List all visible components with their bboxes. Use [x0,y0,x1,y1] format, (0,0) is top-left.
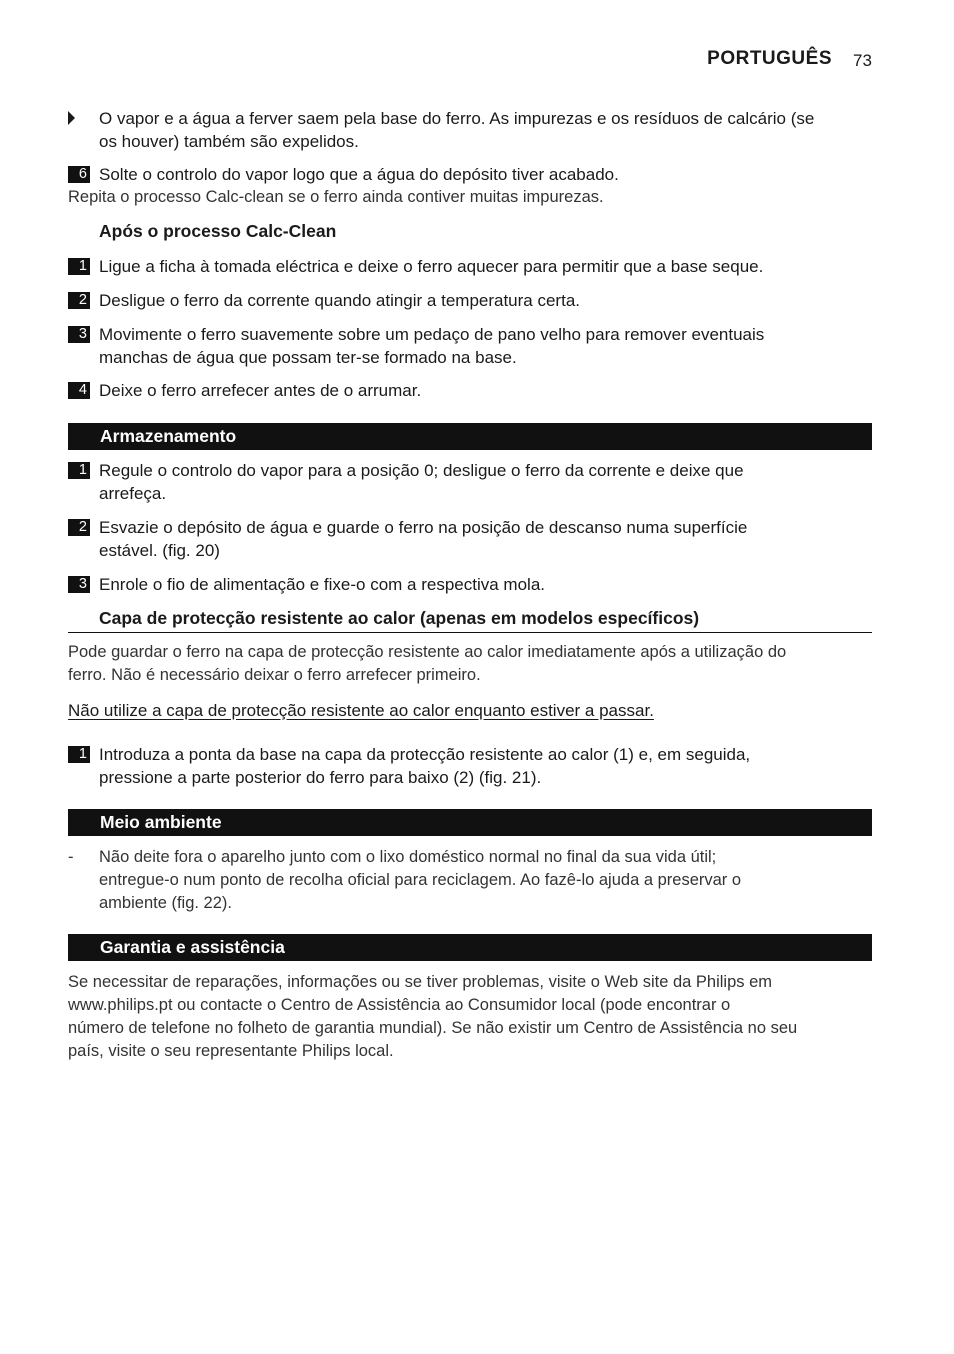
cover-paragraph-line1: Pode guardar o ferro na capa de protecção resistente ao calor imediatamente após a utilização do [68,643,787,661]
warning-text: Não utilize a capa de protecção resistente ao calor enquanto estiver a passar. [68,701,654,720]
step-text: Desligue o ferro da corrente quando atingir a temperatura certa. [99,291,580,310]
environment-text-line1: Não deite fora o aparelho junto com o lixo doméstico normal no final da sua vida útil; [99,848,717,866]
section-bar [68,934,872,961]
warranty-text-line2: www.philips.pt ou contacte o Centro de Assistência ao Consumidor local (pode encontrar o [68,996,731,1014]
cover-paragraph-line2: ferro. Não é necessário deixar o ferro arrefecer primeiro. [68,666,481,684]
step-text: Regule o controlo do vapor para a posição 0; desligue o ferro da corrente e deixe que [99,461,744,480]
section-title: Garantia e assistência [100,937,285,957]
step-text: estável. (fig. 20) [99,541,220,560]
step-text: Movimente o ferro suavemente sobre um pedaço de pano velho para remover eventuais [99,325,765,344]
step-text: Enrole o fio de alimentação e fixe-o com a respectiva mola. [99,575,546,594]
step-text: manchas de água que possam ter-se formado na base. [99,348,517,367]
warranty-text-line3: número de telefone no folheto de garantia mundial). Se não existir um Centro de Assistência no seu [68,1019,798,1037]
step-text: pressione a parte posterior do ferro para baixo (2) (fig. 21). [99,768,542,787]
bullet-text-line2: os houver) também são expelidos. [99,132,359,151]
warranty-text-line1: Se necessitar de reparações, informações ou se tiver problemas, visite o Web site da Philips em [68,973,773,991]
step-number: 3 [68,326,90,343]
warranty-text-line4: país, visite o seu representante Philips local. [68,1042,394,1060]
dash-marker: - [68,848,74,866]
step-text: arrefeça. [99,484,167,503]
environment-text-line3: ambiente (fig. 22). [99,894,232,912]
step-text: Solte o controlo do vapor logo que a água do depósito tiver acabado. [99,165,619,184]
step-text: Ligue a ficha à tomada eléctrica e deixe o ferro aquecer para permitir que a base seque. [99,257,764,276]
repeat-note: Repita o processo Calc-clean se o ferro ainda contiver muitas impurezas. [68,188,604,206]
step-number: 1 [68,746,90,763]
section-rule [68,632,872,633]
step-text: Esvazie o depósito de água e guarde o ferro na posição de descanso numa superfície [99,518,748,537]
step-text: Introduza a ponta da base na capa da protecção resistente ao calor (1) e, em seguida, [99,745,751,764]
page-number: 73 [853,51,872,70]
subsection-title: Capa de protecção resistente ao calor (apenas em modelos específicos) [99,608,700,628]
section-title: Armazenamento [100,426,237,446]
step-number: 4 [68,382,90,399]
step-text: Deixe o ferro arrefecer antes de o arrumar. [99,381,422,400]
step-number: 2 [68,292,90,309]
section-bar [68,809,872,836]
section-title: Meio ambiente [100,812,222,832]
environment-text-line2: entregue-o num ponto de recolha oficial para reciclagem. Ao fazê-lo ajuda a preservar o [99,871,742,889]
step-number: 6 [68,166,90,183]
step-number: 2 [68,519,90,536]
language-header: PORTUGUÊS [707,48,832,69]
bullet-triangle-icon [68,111,75,125]
bullet-text-line1: O vapor e a água a ferver saem pela base do ferro. As impurezas e os resíduos de calcário (se [99,109,815,128]
step-number: 1 [68,462,90,479]
step-number: 1 [68,258,90,275]
section-bar [68,423,872,450]
subsection-title: Após o processo Calc-Clean [99,221,337,241]
step-number: 3 [68,576,90,593]
